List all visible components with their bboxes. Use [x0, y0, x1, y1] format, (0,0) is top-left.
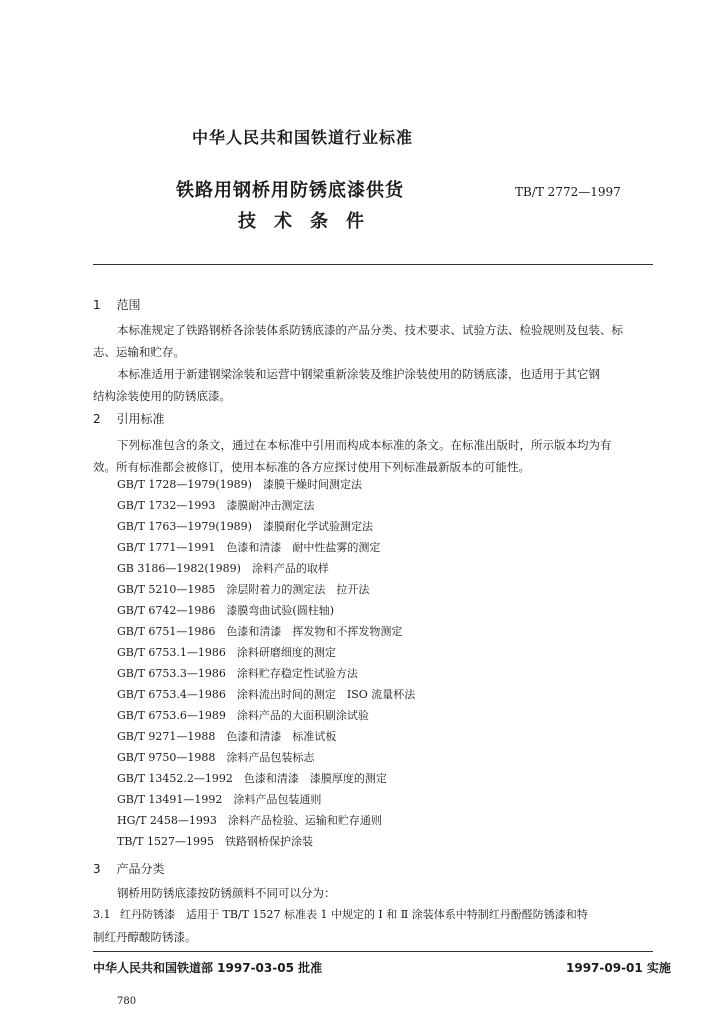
section-2-number: 2 [93, 412, 101, 426]
reference-item: GB/T 6753.4—1986 涂料流出时间的测定 ISO 流量杯法 [117, 688, 416, 701]
references-intro-line-1: 下列标准包含的条文，通过在本标准中引用而构成本标准的条文。在标准出版时，所示版本均为有 [117, 438, 612, 452]
section-2-title: 引用标准 [116, 412, 165, 426]
section-3-heading [93, 860, 164, 877]
document-subtitle: 技 术 条 件 [238, 211, 364, 232]
reference-item: GB/T 6753.3—1986 涂料贮存稳定性试验方法 [117, 667, 358, 680]
footer-rule [93, 951, 653, 952]
reference-item: GB/T 1763—1979(1989) 漆膜耐化学试验测定法 [117, 520, 373, 533]
reference-item: GB/T 1771—1991 色漆和清漆 耐中性盐雾的测定 [117, 541, 381, 554]
section-1-number: 1 [93, 298, 101, 312]
scope-paragraph-2-line-1: 本标准适用于新建钢梁涂装和运营中钢梁重新涂装及维护涂装使用的防锈底漆，也适用于其它钢 [117, 367, 600, 381]
reference-item: GB/T 13491—1992 涂料产品包装通则 [117, 793, 322, 806]
reference-item: HG/T 2458—1993 涂料产品检验、运输和贮存通则 [117, 814, 382, 827]
issuing-authority: 中华人民共和国铁道行业标准 [192, 128, 414, 147]
classification-item-number: 3.1 [93, 908, 111, 921]
reference-item: GB/T 6753.6—1989 涂料产品的大面积刷涂试验 [117, 709, 369, 722]
reference-item: GB 3186—1982(1989) 涂料产品的取样 [117, 562, 329, 575]
scope-paragraph-1-line-1: 本标准规定了铁路钢桥各涂装体系防锈底漆的产品分类、技术要求、试验方法、检验规则及包装、标 [117, 323, 623, 337]
section-1-title: 范围 [116, 298, 141, 312]
reference-item: TB/T 1527—1995 铁路钢桥保护涂装 [117, 835, 313, 848]
page-number: 780 [117, 996, 137, 1007]
section-1-heading [93, 296, 140, 313]
section-2-heading [93, 410, 164, 427]
classification-item-3-1-line-2: 制红丹醇酸防锈漆。 [93, 930, 197, 944]
classification-item-3-1-line-1 [93, 904, 588, 926]
reference-item: GB/T 13452.2—1992 色漆和清漆 漆膜厚度的测定 [117, 772, 387, 785]
scope-paragraph-2-line-2: 结构涂装使用的防锈底漆。 [93, 389, 231, 403]
header-rule [93, 264, 653, 265]
classification-intro: 钢桥用防锈底漆按防锈颜料不同可以分为： [117, 886, 336, 900]
classification-item-text: 红丹防锈漆 适用于 TB/T 1527 标准表 1 中规定的 Ⅰ 和 Ⅱ 涂装体系中特制红丹酚醛防锈漆和特 [120, 908, 588, 921]
reference-item: GB/T 6751—1986 色漆和清漆 挥发物和不挥发物测定 [117, 625, 403, 638]
standard-number: TB/T 2772—1997 [515, 185, 621, 199]
references-intro-line-2: 效。所有标准都会被修订，使用本标准的各方应探讨使用下列标准最新版本的可能性。 [93, 460, 530, 474]
reference-item: GB/T 1732—1993 漆膜耐冲击测定法 [117, 499, 315, 512]
document-title: 铁路用钢桥用防锈底漆供货 [176, 180, 404, 201]
implementation-date: 1997-09-01 实施 [566, 961, 671, 975]
reference-item: GB/T 6742—1986 漆膜弯曲试验(圆柱轴) [117, 604, 334, 617]
section-3-title: 产品分类 [116, 862, 165, 876]
reference-item: GB/T 9750—1988 涂料产品包装标志 [117, 751, 315, 764]
approval-line: 中华人民共和国铁道部 1997-03-05 批准 [93, 961, 323, 975]
reference-item: GB/T 1728—1979(1989) 漆膜干燥时间测定法 [117, 478, 362, 491]
section-3-number: 3 [93, 862, 101, 876]
scope-paragraph-1-line-2: 志、运输和贮存。 [93, 345, 185, 359]
reference-item: GB/T 6753.1—1986 涂料研磨细度的测定 [117, 646, 336, 659]
reference-item: GB/T 5210—1985 涂层附着力的测定法 拉开法 [117, 583, 370, 596]
reference-item: GB/T 9271—1988 色漆和清漆 标准试板 [117, 730, 337, 743]
